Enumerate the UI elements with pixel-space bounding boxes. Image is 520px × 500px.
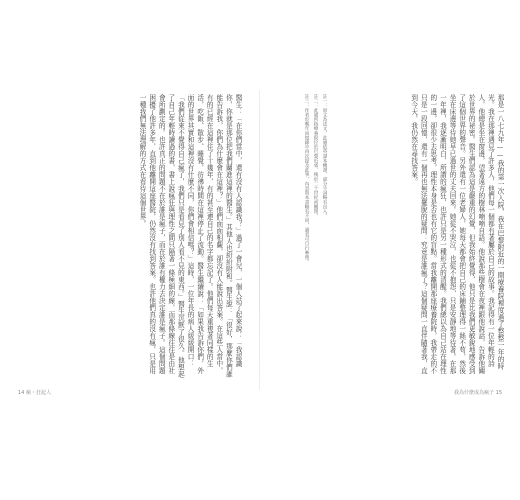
book-spread: [12, 86, 508, 400]
footnote-item: 註三：作者於晚年回憶錄中再次提及此事，內容與本書略有不同，讀者可自行參照。: [304, 94, 309, 265]
left-page-body: [20, 94, 242, 378]
right-page: [270, 86, 508, 400]
page-gutter: [259, 90, 260, 390]
left-page-folio: 14 瘋・狂起人: [18, 390, 51, 396]
right-page-folio: 我為什麼成為瘋子 15: [454, 390, 502, 396]
footnotes: [276, 94, 328, 364]
right-page-body: [336, 94, 504, 378]
right-page-paragraph: 那是一八七九年——我的第一次入院，我在巴黎附近的一間療養院裡度過了整整一年的時光。我在那裡遇見了許多人，他們每一個都有著屬於自己的故事。我記得有一位年輕的詩人，他總是坐在窗邊，望著遠方的樹林喃喃自語。他說那些樹會在夜裡跟他說話，告訴他關於世界的祕密。醫生們認為這是嚴重的幻覺，但我始終覺得，他只是比我們更敏銳地感受到了這個世界的聲音。另外還有一位老婦人，她每天都會把自己的床鋪整理得一絲不苟，然後坐在床邊等待她早已過世的丈夫回來。她從不哭泣，也從不抱怨，只是安靜地等待著。在那一年裡，我逐漸明白，所謂的瘋狂，也許只是另一種形式的清醒。我們總以為自己站在理性的一邊，卻很少去思考，理性本身是否也有它的盲點。當我離開那座療養院時，我帶走的不只是一段回憶，還有一個再也無法擺脫的疑問：究竟是誰瘋了？這個疑問一直伴隨著我，直到今天，我仍然在尋找答案。: [409, 94, 504, 374]
footnote-item: 註二：此處所指療養院位於巴黎近郊，後於二十世紀初關閉。: [313, 94, 318, 219]
left-page: [12, 86, 250, 400]
footnote-item: 註一：原文為法文，此處依英譯本轉譯，部分字詞略有出入。: [322, 94, 327, 219]
left-page-paragraph: 醫生：「在你們當中，還有沒有人認識我？」過了一會兒，一個人站了起來說：「我認識你，你就是那位把我們關進這裡的醫生。」其他人也紛紛附和。醫生說：「很好，那麼你們誰能告訴我，你們為什麼會在這裡？」他們面面相覷，卻沒有人能說出答案。在這些人當中，有的已經在這裡住了十幾年，有的甚至連自己的名字都忘記了。他們每天重複著同樣的生活，吃飯、散步、睡覺，彷彿時間在這裡停止了流動。醫生繼續說：「如果我告訴你們，外面的世界其實和這裡沒有什麼不同，你們會相信嗎？」這時，一位年長的病人緩緩開口：「我們從來不覺得自己瘋了，我們只是看見了別人看不見的東西。」醫生沉默了很久。他想起了自己年輕時讀過的書，書上說瘋狂與理性之間只隔著一條極細的線，而那條線往往是由社會所劃定的。也許真正的問題不在於誰是瘋子，而在於誰有權力去決定誰是瘋子。這個問題困擾了他許多年，直到他離開這座醫院，仍然沒有找到答案。也許他們真的沒有瘋，只是用一種我們無法理解的方式在看待這個世界。: [138, 94, 242, 378]
